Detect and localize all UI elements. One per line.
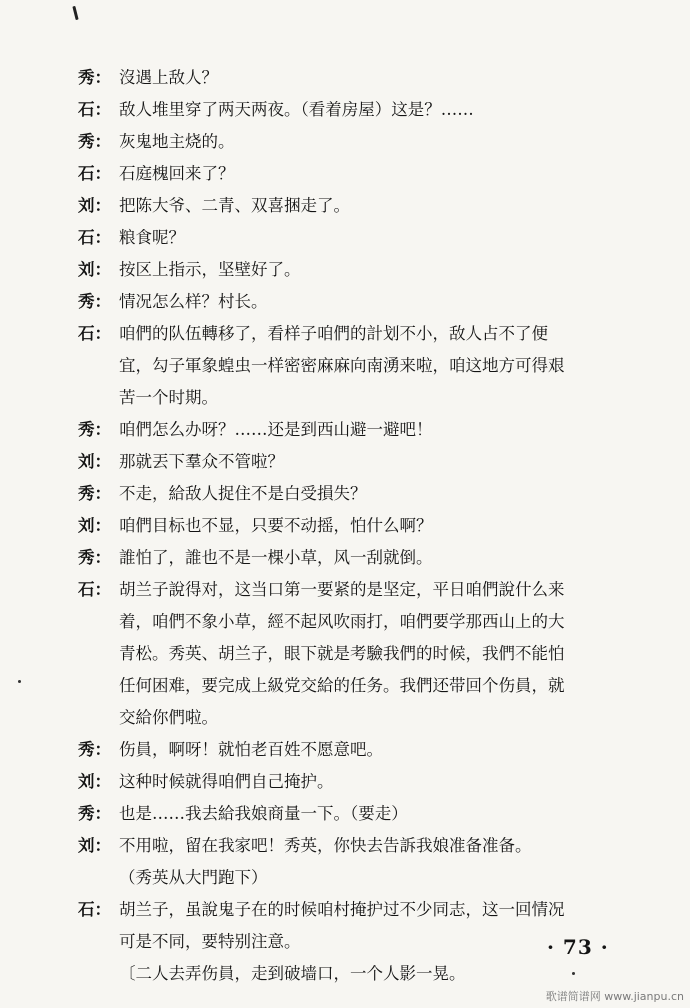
line-text: 按区上指示，坚壁好了。: [119, 260, 301, 279]
line-text: 着，咱們不象小草，經不起风吹雨打，咱們要学那西山上的大: [119, 612, 565, 631]
speaker-label: 秀：: [78, 548, 111, 567]
line-text: 咱們的队伍轉移了，看样子咱們的計划不小，敌人占不了便: [119, 324, 548, 343]
speaker-label: 石：: [78, 228, 111, 247]
dialogue-line: [0, 222, 690, 254]
speaker-label: 刘：: [78, 516, 111, 535]
line-text: 胡兰子說得对，这当口第一要紧的是坚定，平日咱們說什么来: [119, 580, 565, 599]
line-text: 任何困难，要完成上級党交給的任务。我們还带回个伤員，就: [119, 676, 565, 695]
speaker-label: 刘：: [78, 260, 111, 279]
dialogue-script: [0, 62, 690, 990]
dialogue-line: [0, 542, 690, 574]
dialogue-line: [0, 798, 690, 830]
dialogue-continuation: [0, 382, 690, 414]
speaker-label: 刘：: [78, 772, 111, 791]
stage-direction: [0, 862, 690, 894]
dialogue-line: [0, 286, 690, 318]
speaker-label: 秀：: [78, 292, 111, 311]
dialogue-line: [0, 318, 690, 350]
stage-direction-text: （秀英从大門跑下）: [119, 868, 268, 887]
stage-direction-text: 〔二人去弄伤員，走到破墙口，一个人影一晃。: [119, 964, 466, 983]
speaker-label: 刘：: [78, 452, 111, 471]
dialogue-line: [0, 766, 690, 798]
line-text: 石庭槐回来了？: [119, 164, 235, 183]
page-number: · 73 ·: [547, 935, 609, 959]
line-text: 苦一个时期。: [119, 388, 218, 407]
speaker-label: 秀：: [78, 804, 111, 823]
line-text: 灰鬼地主烧的。: [119, 132, 235, 151]
line-text: 咱們目标也不显，只要不动摇，怕什么啊？: [119, 516, 433, 535]
line-text: 那就丟下羣众不管啦？: [119, 452, 284, 471]
dialogue-continuation: [0, 702, 690, 734]
line-text: 咱們怎么办呀？……还是到西山避一避吧！: [119, 420, 433, 439]
line-text: 把陈大爷、二青、双喜捆走了。: [119, 196, 350, 215]
dialogue-continuation: [0, 350, 690, 382]
dialogue-line: [0, 830, 690, 862]
ink-mark: [72, 6, 78, 20]
dialogue-line: [0, 894, 690, 926]
line-text: 宜，勾子軍象蝗虫一样密密麻麻向南湧来啦，咱这地方可得艰: [119, 356, 565, 375]
line-text: 也是……我去給我娘商量一下。（要走）: [119, 804, 408, 823]
line-text: 可是不同，要特别注意。: [119, 932, 301, 951]
line-text: 交給你們啦。: [119, 708, 218, 727]
dialogue-line: [0, 414, 690, 446]
line-text: 情况怎么样？村长。: [119, 292, 268, 311]
stage-direction: [0, 958, 690, 990]
dialogue-line: [0, 190, 690, 222]
speaker-label: 秀：: [78, 740, 111, 759]
line-text: 沒遇上敌人？: [119, 68, 218, 87]
dialogue-line: [0, 126, 690, 158]
speaker-label: 石：: [78, 100, 111, 119]
dialogue-continuation: [0, 606, 690, 638]
speaker-label: 秀：: [78, 68, 111, 87]
dialogue-line: [0, 254, 690, 286]
speaker-label: 石：: [78, 324, 111, 343]
speaker-label: 石：: [78, 164, 111, 183]
line-text: 青松。秀英、胡兰子，眼下就是考驗我們的时候，我們不能怕: [119, 644, 565, 663]
line-text: 敌人堆里穿了两天两夜。（看着房屋）这是？……: [119, 100, 474, 119]
line-text: 誰怕了，誰也不是一棵小草，风一刮就倒。: [119, 548, 433, 567]
line-text: 这种时候就得咱們自己掩护。: [119, 772, 334, 791]
speaker-label: 秀：: [78, 132, 111, 151]
dialogue-line: [0, 574, 690, 606]
line-text: 伤員，啊呀！就怕老百姓不愿意吧。: [119, 740, 383, 759]
line-text: 胡兰子，虽說鬼子在的时候咱村掩护过不少同志，这一回情况: [119, 900, 565, 919]
dialogue-line: [0, 94, 690, 126]
watermark: 歌谱简谱网 www.jianpu.cn: [545, 990, 684, 1003]
speaker-label: 刘：: [78, 836, 111, 855]
speaker-label: 刘：: [78, 196, 111, 215]
dialogue-line: [0, 734, 690, 766]
dialogue-line: [0, 62, 690, 94]
line-text: 粮食呢？: [119, 228, 185, 247]
speaker-label: 秀：: [78, 484, 111, 503]
speaker-label: 秀：: [78, 420, 111, 439]
dialogue-continuation: [0, 670, 690, 702]
line-text: 不用啦，留在我家吧！秀英，你快去告訴我娘准备准备。: [119, 836, 532, 855]
dialogue-line: [0, 478, 690, 510]
speaker-label: 石：: [78, 900, 111, 919]
dialogue-line: [0, 510, 690, 542]
dialogue-continuation: [0, 638, 690, 670]
dialogue-line: [0, 158, 690, 190]
line-text: 不走，給敌人捉住不是白受損失？: [119, 484, 367, 503]
dialogue-line: [0, 446, 690, 478]
speaker-label: 石：: [78, 580, 111, 599]
